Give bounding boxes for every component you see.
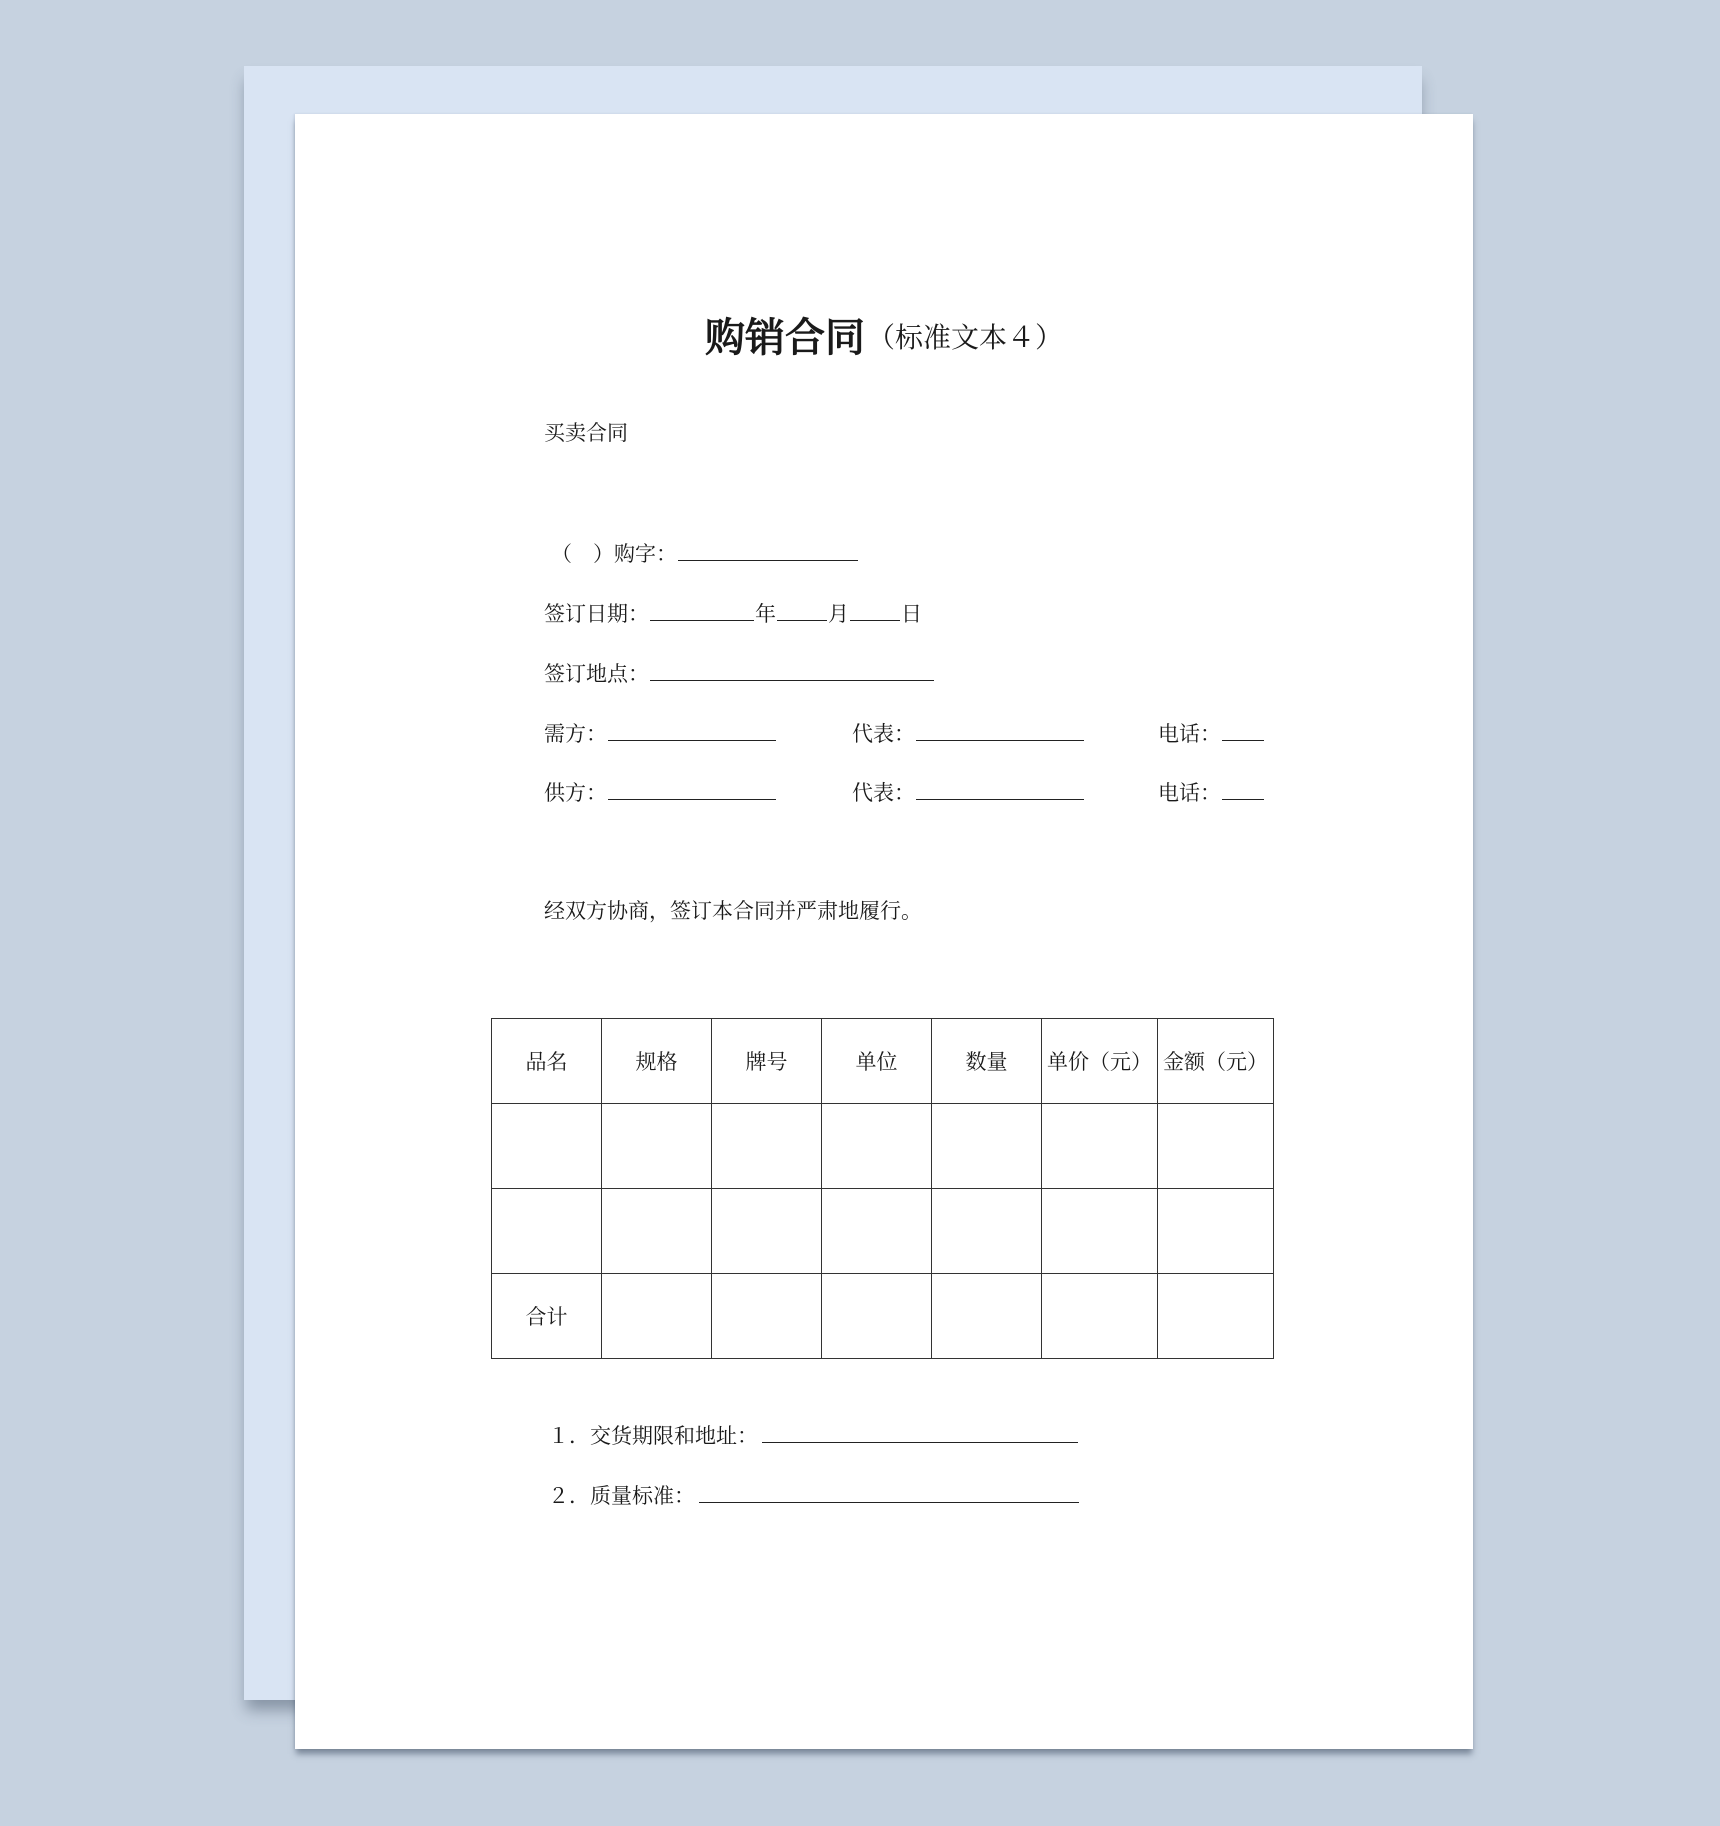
table-cell[interactable] [712,1104,822,1189]
table-cell[interactable] [1158,1274,1274,1359]
table-total-row [492,1274,1274,1359]
header-unit-price: 单价（元） [1042,1019,1158,1104]
purchase-no-label: （ ）购字： [551,542,677,566]
day-label: 日 [901,602,922,626]
month-label: 月 [828,602,849,626]
table-cell[interactable] [822,1274,932,1359]
table-cell[interactable] [1042,1274,1158,1359]
table-cell[interactable] [1042,1104,1158,1189]
contract-page [295,114,1473,1749]
table-cell[interactable] [822,1104,932,1189]
sign-date-row [544,598,922,628]
goods-table [491,1018,1274,1359]
table-row [492,1189,1274,1274]
table-cell[interactable] [1158,1104,1274,1189]
table-cell[interactable] [492,1104,602,1189]
buyer-phone-field[interactable] [1222,718,1264,741]
purchase-no-field[interactable] [678,538,858,561]
seller-phone-row [1158,777,1265,807]
table-cell[interactable] [492,1189,602,1274]
table-cell[interactable] [932,1274,1042,1359]
table-cell[interactable] [602,1274,712,1359]
seller-row [544,777,777,807]
table-row [492,1104,1274,1189]
buyer-rep-field[interactable] [916,718,1084,741]
clause-quality [548,1480,1080,1510]
clause-number: ２． [548,1484,590,1508]
sign-place-row [544,658,935,688]
header-spec: 规格 [602,1019,712,1104]
quality-field[interactable] [699,1480,1079,1503]
purchase-no-row [551,538,859,568]
sign-place-field[interactable] [650,658,934,681]
sign-month-field[interactable] [777,598,827,621]
table-cell[interactable] [712,1274,822,1359]
seller-label: 供方： [544,781,607,805]
header-product-name: 品名 [492,1019,602,1104]
header-brand: 牌号 [712,1019,822,1104]
buyer-rep-label: 代表： [852,722,915,746]
buyer-row [544,718,777,748]
clause-delivery [548,1420,1079,1450]
header-quantity: 数量 [932,1019,1042,1104]
buyer-label: 需方： [544,722,607,746]
sign-place-label: 签订地点： [544,662,649,686]
table-cell[interactable] [1158,1189,1274,1274]
buyer-phone-label: 电话： [1158,722,1221,746]
sign-date-label: 签订日期： [544,602,649,626]
table-cell[interactable] [932,1189,1042,1274]
sign-year-field[interactable] [650,598,754,621]
clause-label: 交货期限和地址： [590,1424,758,1448]
buyer-rep-row [852,718,1085,748]
title-main: 购销合同 [704,315,865,361]
table-header-row [492,1019,1274,1104]
header-amount: 金额（元） [1158,1019,1274,1104]
buyer-field[interactable] [608,718,776,741]
table-cell[interactable] [602,1189,712,1274]
seller-rep-field[interactable] [916,777,1084,800]
seller-field[interactable] [608,777,776,800]
title-sub: （标准文本４） [866,321,1063,354]
table-cell[interactable] [712,1189,822,1274]
seller-phone-label: 电话： [1158,781,1221,805]
seller-phone-field[interactable] [1222,777,1264,800]
seller-rep-label: 代表： [852,781,915,805]
agreement-text: 经双方协商，签订本合同并严肃地履行。 [544,899,922,923]
sign-day-field[interactable] [850,598,900,621]
header-unit: 单位 [822,1019,932,1104]
table-cell[interactable] [1042,1189,1158,1274]
clause-number: １． [548,1424,590,1448]
buyer-phone-row [1158,718,1265,748]
delivery-field[interactable] [762,1420,1078,1443]
table-cell[interactable] [822,1189,932,1274]
document-title [295,310,1473,366]
total-label: 合计 [492,1274,602,1359]
seller-rep-row [852,777,1085,807]
clause-label: 质量标准： [590,1484,695,1508]
subtitle: 买卖合同 [544,421,628,445]
year-label: 年 [755,602,776,626]
table-cell[interactable] [602,1104,712,1189]
table-cell[interactable] [932,1104,1042,1189]
